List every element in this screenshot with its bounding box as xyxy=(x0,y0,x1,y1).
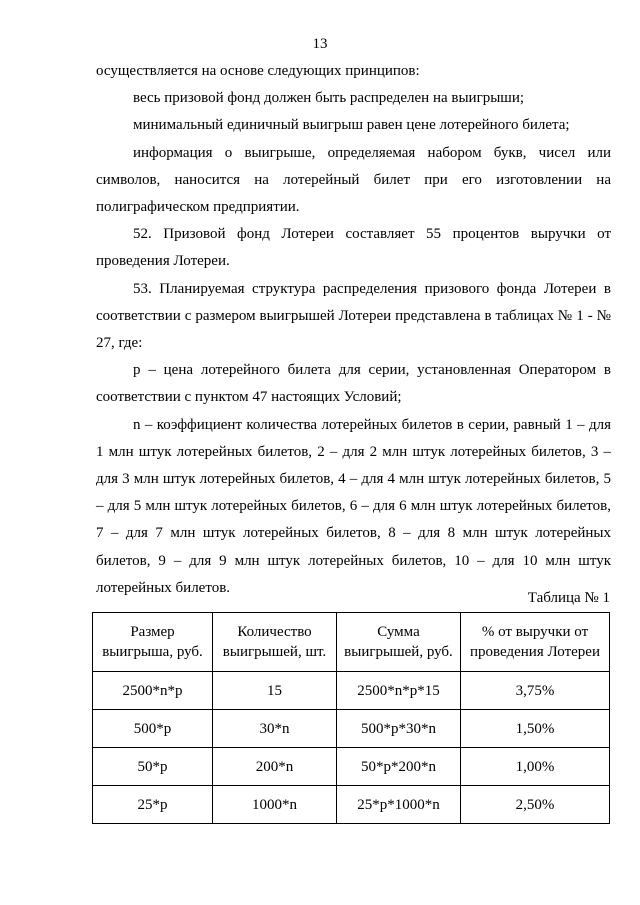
column-header: % от выручки от проведения Лотереи xyxy=(461,613,610,672)
paragraph: 53. Планируемая структура распределения призового фонда Лотереи в соответствии с размером выигрышей Лотереи представлена в таблицах № 1 - № 27, где: xyxy=(96,280,611,352)
table-cell: 200*n xyxy=(213,748,337,786)
table-row xyxy=(93,672,610,710)
table-cell: 1,50% xyxy=(461,710,610,748)
table-cell: 15 xyxy=(213,672,337,710)
column-header: Количество выигрышей, шт. xyxy=(213,613,337,672)
table-row xyxy=(93,710,610,748)
paragraph: минимальный единичный выигрыш равен цене лотерейного билета; xyxy=(133,117,570,134)
page-number: 13 xyxy=(312,36,328,52)
table-cell: 1,00% xyxy=(461,748,610,786)
table-cell: 25*p*1000*n xyxy=(337,786,461,824)
table-cell: 50*p xyxy=(93,748,213,786)
table-row xyxy=(93,786,610,824)
table-cell: 2500*n*p xyxy=(93,672,213,710)
table-cell: 30*n xyxy=(213,710,337,748)
table-row xyxy=(93,748,610,786)
table-cell: 50*p*200*n xyxy=(337,748,461,786)
table-cell: 3,75% xyxy=(461,672,610,710)
table-header-row xyxy=(93,613,610,672)
paragraph: n – коэффициент количества лотерейных билетов в серии, равный 1 – для 1 млн штук лотерейных билетов, 2 – для 2 млн штук лотерейных билетов, 3 – для 3 млн штук лотерейных билетов, 4 – для 4 млн штук лотерейных билетов, 5 – для 5 млн штук лотерейных билетов, 6 – для 6 млн штук лотерейных билетов, 7 – для 7 млн штук лотерейных билетов, 8 – для 8 млн штук лотерейных билетов, 9 – для 9 млн штук лотерейных билетов, 10 – для 10 млн штук лотерейных билетов. xyxy=(96,416,611,596)
column-header: Размер выигрыша, руб. xyxy=(93,613,213,672)
paragraph: осуществляется на основе следующих принципов: xyxy=(96,63,420,79)
paragraph: информация о выигрыше, определяемая набором букв, чисел или символов, наносится на лотерейный билет при его изготовлении на полиграфическом предприятии. xyxy=(96,144,611,216)
table-cell: 500*p xyxy=(93,710,213,748)
table-cell: 2500*n*p*15 xyxy=(337,672,461,710)
paragraph: 52. Призовой фонд Лотереи составляет 55 процентов выручки от проведения Лотереи. xyxy=(96,226,611,270)
prize-distribution-table xyxy=(92,612,610,824)
table-caption: Таблица № 1 xyxy=(527,590,610,606)
column-header: Сумма выигрышей, руб. xyxy=(337,613,461,672)
table-cell: 500*p*30*n xyxy=(337,710,461,748)
table-cell: 25*p xyxy=(93,786,213,824)
table-cell: 2,50% xyxy=(461,786,610,824)
paragraph: весь призовой фонд должен быть распределен на выигрыши; xyxy=(133,90,525,107)
paragraph: p – цена лотерейного билета для серии, установленная Оператором в соответствии с пунктом 47 настоящих Условий; xyxy=(96,362,611,406)
table-cell: 1000*n xyxy=(213,786,337,824)
body-text xyxy=(96,58,611,602)
